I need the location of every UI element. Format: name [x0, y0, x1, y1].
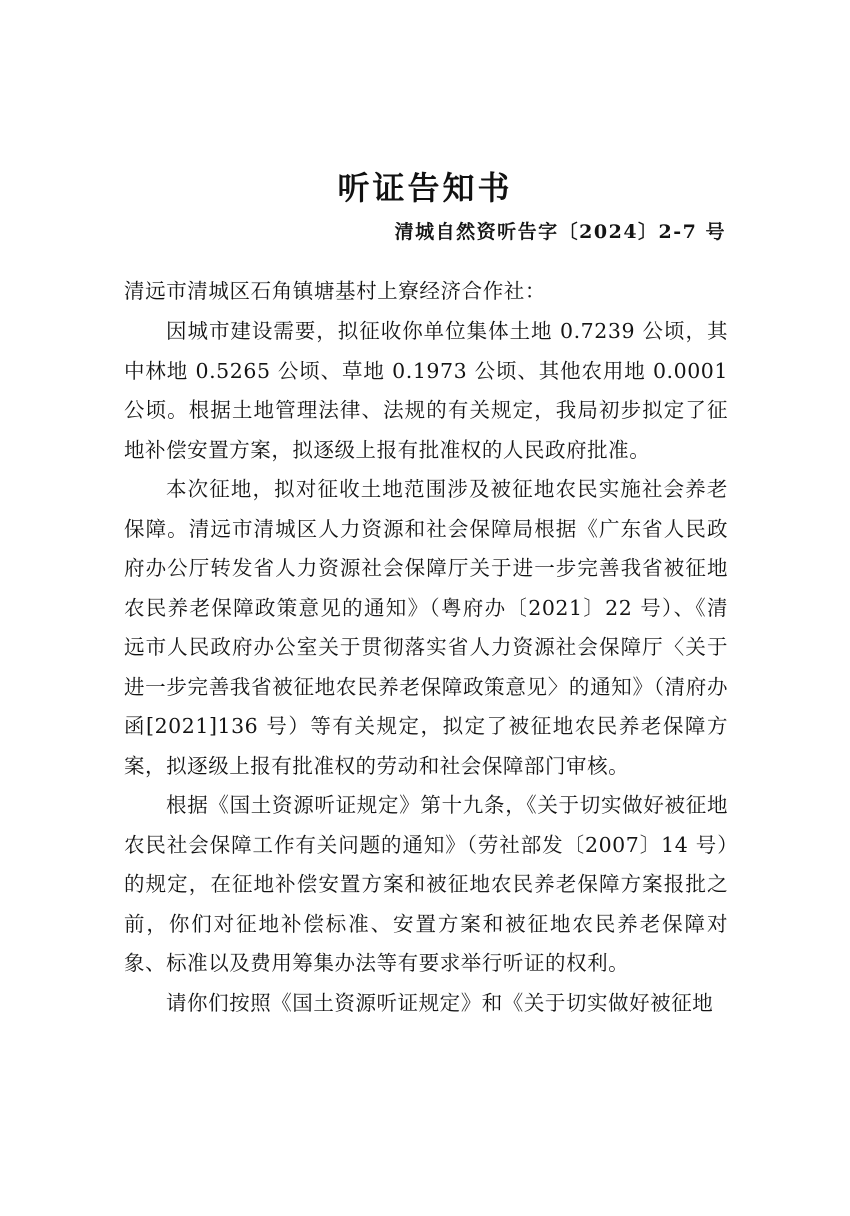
document-body — [124, 272, 728, 1023]
document-serial-number: 清城自然资听告字〔2024〕2-7 号 — [394, 221, 726, 243]
body-paragraph-2: 本次征地，拟对征收土地范围涉及被征地农民实施社会养老保障。清远市清城区人力资源和社会保障局根据《广东省人民政府办公厅转发省人力资源社会保障厅关于进一步完善我省被征地农民养老保障政策意见的通知》（粤府办〔2021〕22 号）、《清远市人民政府办公室关于贯彻落实省人力资源社会保障厅〈关于进一步完善我省被征地农民养老保障政策意见〉的通知》（清府办函[2021]136 号）等有关规定，拟定了被征地农民养老保障方案，拟逐级上报有批准权的劳动和社会保障部门审核。 — [124, 477, 728, 778]
addressee-line: 清远市清城区石角镇塘基村上寮经济合作社： — [124, 279, 546, 303]
body-paragraph-3: 根据《国土资源听证规定》第十九条，《关于切实做好被征地农民社会保障工作有关问题的通知》（劳社部发〔2007〕14 号）的规定，在征地补偿安置方案和被征地农民养老保障方案报批之前，你们对征地补偿标准、安置方案和被征地农民养老保障对象、标准以及费用筹集办法等有要求举行听证的权利。 — [124, 793, 728, 975]
body-paragraph-4: 请你们按照《国土资源听证规定》和《关于切实做好被征地 — [166, 990, 714, 1015]
page-title: 听证告知书 — [337, 169, 513, 208]
body-paragraph-1: 因城市建设需要，拟征收你单位集体土地 0.7239 公顷，其中林地 0.5265 公顷、草地 0.1973 公顷、其他农用地 0.0001 公顷。根据土地管理法律、法规的有关规定，我局初步拟定了征地补偿安置方案，拟逐级上报有批准权的人民政府批准。 — [124, 319, 728, 462]
